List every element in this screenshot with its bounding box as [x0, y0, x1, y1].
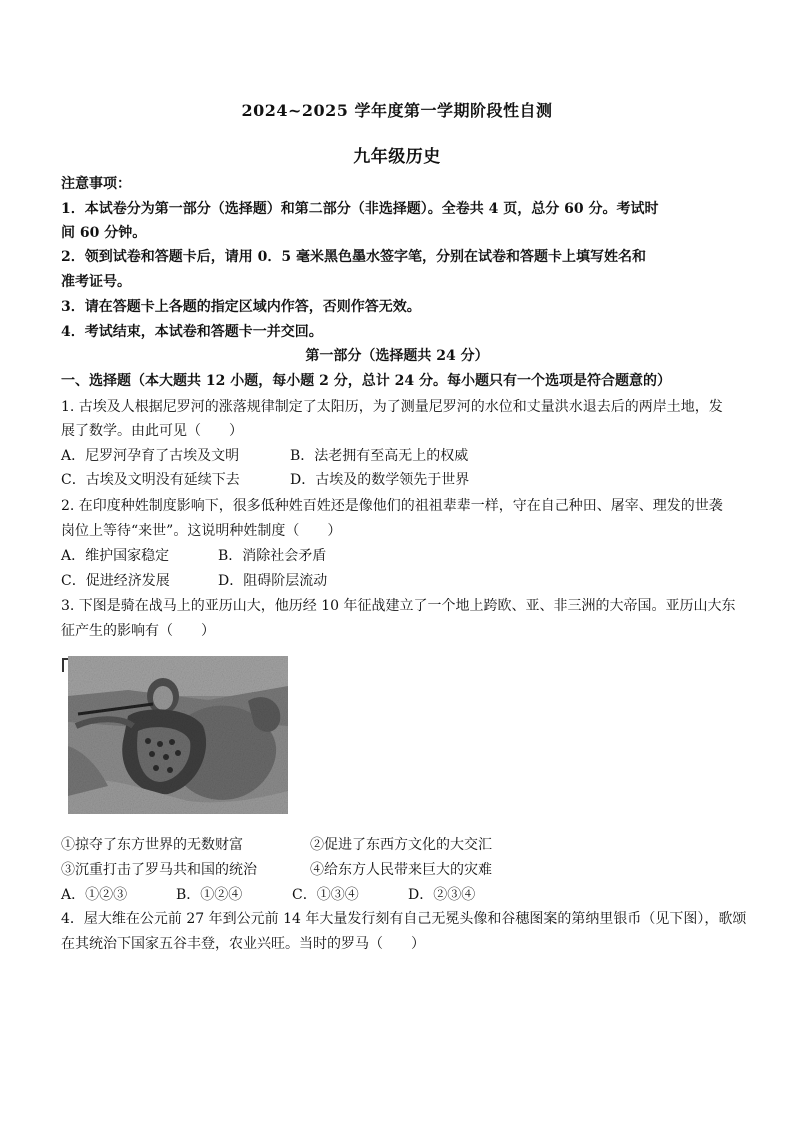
- q3-option-c: C．①③④: [292, 887, 359, 903]
- exam-title: 2024~2025 学年度第一学期阶段性自测: [241, 101, 553, 120]
- q2-stem-a: 2. 在印度种姓制度影响下，很多低种姓百姓还是像他们的祖祖辈辈一样，守在自己种田、屠宰、理发的世袭: [61, 498, 723, 514]
- alexander-mosaic-image: [68, 656, 288, 814]
- q1-option-a: A．尼罗河孕育了古埃及文明: [61, 448, 240, 464]
- q2-option-b: B．消除社会矛盾: [218, 548, 327, 564]
- q4-stem-b: 在其统治下国家五谷丰登，农业兴旺。当时的罗马（ ）: [61, 936, 425, 952]
- q1-stem-a: 1. 古埃及人根据尼罗河的涨落规律制定了太阳历，为了测量尼罗河的水位和丈量洪水退去后的两岸土地，发: [61, 399, 723, 415]
- q3-statement-3: ③沉重打击了罗马共和国的统治: [61, 862, 257, 878]
- note-4: 4．考试结束，本试卷和答题卡一并交回。: [61, 324, 323, 340]
- section-heading: 一、选择题（本大题共 12 小题，每小题 2 分，总计 24 分。每小题只有一个选项是符合题意的）: [61, 373, 671, 389]
- q3-statement-1: ①掠夺了东方世界的无数财富: [61, 837, 243, 853]
- note-3: 3．请在答题卡上各题的指定区域内作答，否则作答无效。: [61, 299, 421, 315]
- q3-option-d: D．②③④: [408, 887, 476, 903]
- part1-heading: 第一部分（选择题共 24 分）: [305, 348, 489, 364]
- note-2-line-a: 2．领到试卷和答题卡后，请用 0．5 毫米黑色墨水签字笔，分别在试卷和答题卡上填写姓名和: [61, 249, 646, 265]
- q2-stem-b: 岗位上等待“来世”。这说明种姓制度（ ）: [61, 523, 342, 539]
- q1-option-b: B．法老拥有至高无上的权威: [290, 448, 469, 464]
- q3-stem-b: 征产生的影响有（ ）: [61, 623, 215, 639]
- q3-statement-4: ④给东方人民带来巨大的灾难: [310, 862, 492, 878]
- q2-option-a: A．维护国家稳定: [61, 548, 170, 564]
- q2-option-d: D．阻碍阶层流动: [218, 573, 328, 589]
- q3-option-b: B．①②④: [176, 887, 243, 903]
- q4-stem-a: 4．屋大维在公元前 27 年到公元前 14 年大量发行刻有自己无冕头像和谷穗图案的第纳里银币（见下图），歌颂: [61, 911, 747, 927]
- q3-option-a: A．①②③: [61, 887, 128, 903]
- q2-option-c: C．促进经济发展: [61, 573, 170, 589]
- q1-option-d: D．古埃及的数学领先于世界: [290, 472, 470, 488]
- q1-option-c: C．古埃及文明没有延续下去: [61, 472, 240, 488]
- note-2-line-b: 准考证号。: [61, 274, 131, 290]
- exam-subject: 九年级历史: [353, 147, 441, 167]
- note-1-line-b: 间 60 分钟。: [61, 225, 147, 241]
- notes-heading: 注意事项：: [61, 176, 131, 192]
- note-1-line-a: 1．本试卷分为第一部分（选择题）和第二部分（非选择题）。全卷共 4 页，总分 60 分。考试时: [61, 201, 659, 217]
- q1-stem-b: 展了数学。由此可见（ ）: [61, 423, 243, 439]
- q3-stem-a: 3. 下图是骑在战马上的亚历山大，他历经 10 年征战建立了一个地上跨欧、亚、非三洲的大帝国。亚历山大东: [61, 598, 736, 614]
- q3-statement-2: ②促进了东西方文化的大交汇: [310, 837, 492, 853]
